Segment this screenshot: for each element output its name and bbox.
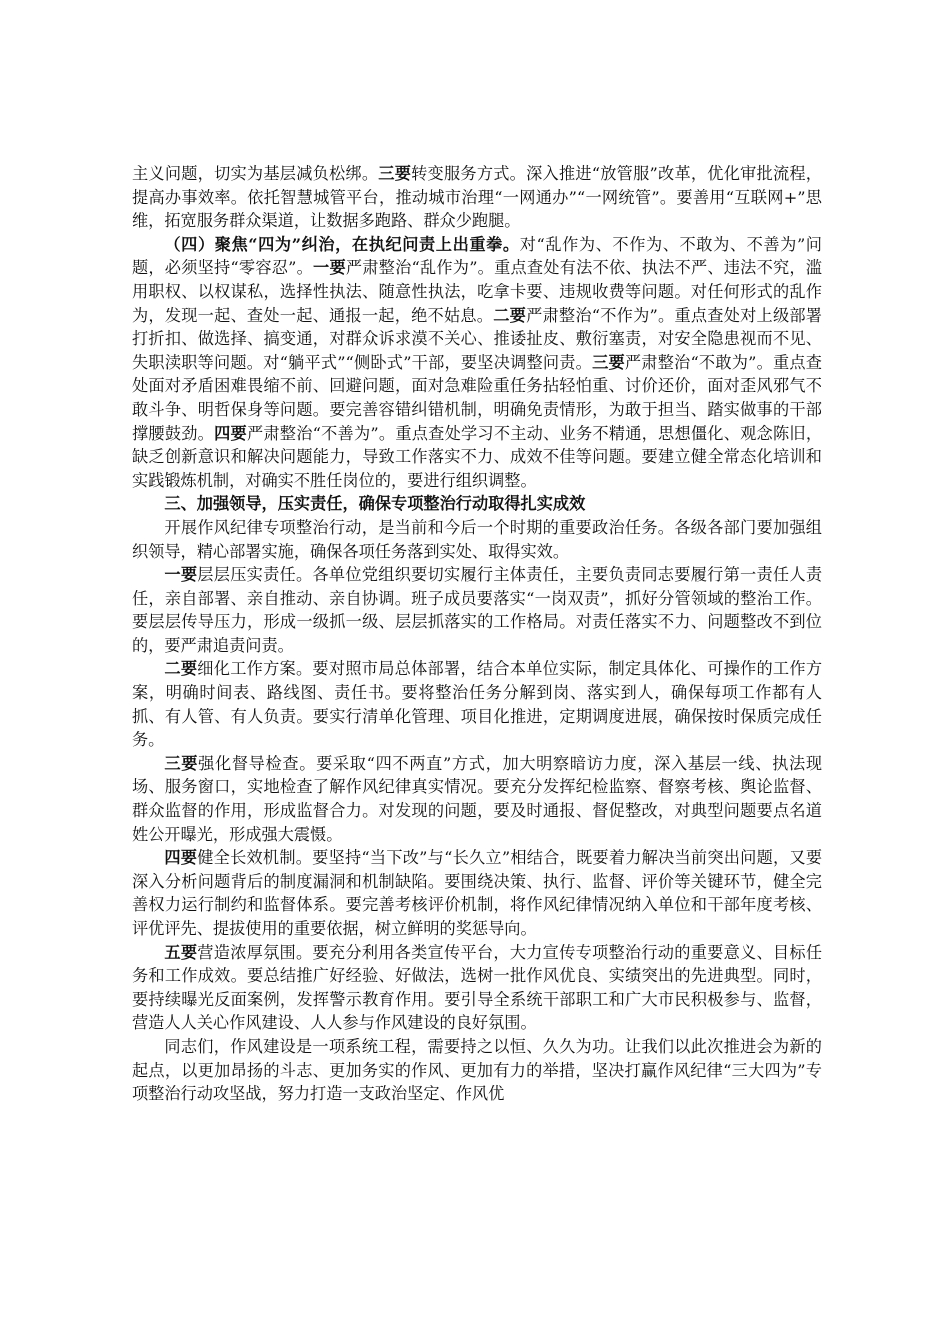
text-run: 同志们，作风建设是一项系统工程，需要持之以恒、久久为功。让我们以此次推进会为新的起点，以更加昂扬的斗志、更加务实的作风、更加有力的举措，坚决打赢作风纪律“三大四为”专项整治行动攻坚战，努力打造一支政治坚定、作风优 <box>132 1036 822 1104</box>
bold-text-run: 三要 <box>378 164 412 183</box>
body-paragraph <box>132 516 822 563</box>
document-body <box>132 162 822 1106</box>
text-run: 细化工作方案。要对照市局总体部署，结合本单位实际，制定具体化、可操作的工作方案，明确时间表、路线图、责任书。要将整治任务分解到岗、落实到人，确保每项工作都有人抓、有人管、有人负责。要实行清单化管理、项目化推进，定期调度进展，确保按时保质完成任务。 <box>132 659 823 750</box>
body-paragraph <box>132 846 822 940</box>
body-paragraph <box>132 752 822 846</box>
body-paragraph <box>132 563 822 657</box>
section-heading <box>132 492 822 516</box>
bold-text-run: 三、加强领导，压实责任，确保专项整治行动取得扎实成效 <box>164 494 586 514</box>
body-paragraph <box>132 162 822 233</box>
bold-text-run: 五要 <box>164 942 198 962</box>
text-run: 转变服务方式。深入推进“放管服”改革，优化审批流程，提高办事效率。依托智慧城管平台，推动城市治理“一网通办”“一网统管”。要善用“互联网+”思维，拓宽服务群众渠道，让数据多跑路、群众少跑腿。 <box>132 164 822 231</box>
text-run: 强化督导检查。要采取“四不两直”方式，加大明察暗访力度，深入基层一线、执法现场、服务窗口，实地检查了解作风纪律真实情况。要充分发挥纪检监察、督察考核、舆论监督、群众监督的作用，形成监督合力。对发现的问题，要及时通报、督促整改，对典型问题要点名道姓公开曝光，形成强大震慑。 <box>132 753 823 844</box>
text-run: 严肃整治“不善为”。重点查处学习不主动、业务不精通，思想僵化、观念陈旧，缺乏创新意识和解决问题能力，导致工作落实不力、成效不佳等问题。要建立健全常态化培训和实践锻炼机制，对确实不胜任岗位的，要进行组织调整。 <box>132 423 823 490</box>
text-run: 营造浓厚氛围。要充分利用各类宣传平台，大力宣传专项整治行动的重要意义、目标任务和工作成效。要总结推广好经验、好做法，选树一批作风优良、实绩突出的先进典型。同时，要持续曝光反面案例，发挥警示教育作用。要引导全系统干部职工和广大市民积极参与、监督，营造人人关心作风建设、人人参与作风建设的良好氛围。 <box>132 942 823 1033</box>
text-run: 严肃整治“不作为”。重点查处对上级部署打折扣、做选择、搞变通，对群众诉求漠不关心、推诿扯皮、敷衍塞责，对安全隐患视而不见、失职渎职等问题。对“躺平式”“侧卧式”干部，要坚决调整问责。 <box>132 305 822 372</box>
bold-text-run: 二要 <box>493 305 527 325</box>
text-run: 严肃整治“不敢为”。重点查处面对矛盾困难畏缩不前、回避问题，面对急难险重任务拈轻怕重、讨价还价，面对歪风邪气不敢斗争、明哲保身等问题。要完善容错纠错机制，明确免责情形，为敢于担当、踏实做事的干部撑腰鼓劲。 <box>132 352 822 443</box>
text-run: 开展作风纪律专项整治行动，是当前和今后一个时期的重要政治任务。各级各部门要加强组织领导，精心部署实施，确保各项任务落到实处、取得实效。 <box>132 517 822 561</box>
bold-text-run: （四）聚焦“四为”纠治，在执纪问责上出重拳。 <box>164 234 520 254</box>
body-paragraph <box>132 657 822 751</box>
body-paragraph <box>132 1035 822 1106</box>
bold-text-run: 四要 <box>214 423 247 443</box>
bold-text-run: 三要 <box>592 352 625 372</box>
bold-text-run: 二要 <box>164 659 198 679</box>
bold-text-run: 一要 <box>164 565 198 585</box>
bold-text-run: 四要 <box>164 848 198 868</box>
body-paragraph <box>132 233 822 493</box>
text-run: 层层压实责任。各单位党组织要切实履行主体责任，主要负责同志要履行第一责任人责任，亲自部署、亲自推动、亲自协调。班子成员要落实“一岗双责”，抓好分管领域的整治工作。要层层传导压力，形成一级抓一级、层层抓落实的工作格局。对责任落实不力、问题整改不到位的，要严肃追责问责。 <box>132 565 823 655</box>
text-run: 严肃整治“乱作为”。重点查处有法不依、执法不严、违法不究，滥用职权、以权谋私，选择性执法、随意性执法，吃拿卡要、违规收费等问题。对任何形式的乱作为，发现一起、查处一起、通报一起，绝不姑息。 <box>132 258 822 325</box>
text-run: 健全长效机制。要坚持“当下改”与“长久立”相结合，既要着力解决当前突出问题，又要深入分析问题背后的制度漏洞和机制缺陷。要围绕决策、执行、监督、评价等关键环节，健全完善权力运行制约和监督体系。要完善考核评价机制，将作风纪律情况纳入单位和干部年度考核、评优评先、提拔使用的重要依据，树立鲜明的奖惩导向。 <box>132 848 823 938</box>
text-run: 主义问题，切实为基层减负松绑。 <box>132 164 379 183</box>
bold-text-run: 一要 <box>313 258 346 278</box>
body-paragraph <box>132 941 822 1035</box>
bold-text-run: 三要 <box>164 753 199 773</box>
text-run: 对“乱作为、不作为、不敢为、不善为”问题，必须坚持“零容忍”。 <box>132 234 822 278</box>
